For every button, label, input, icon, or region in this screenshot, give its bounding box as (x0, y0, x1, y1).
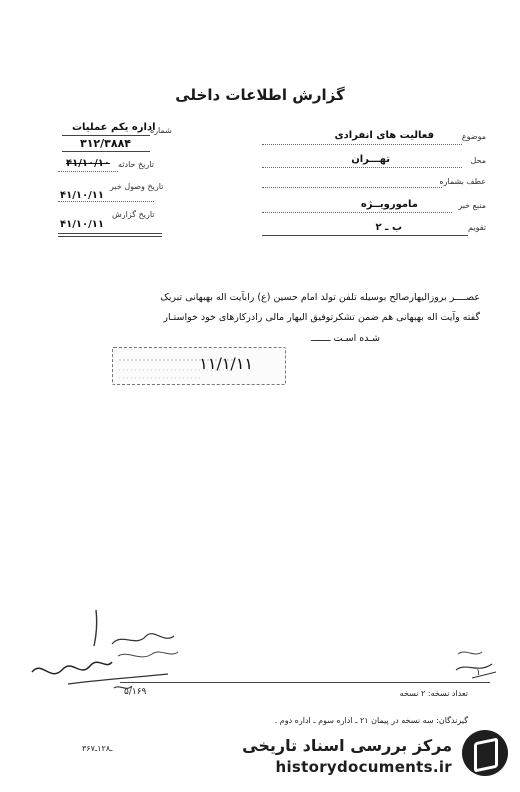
receipt-date-line (58, 201, 154, 202)
signature-number: ۵/۱۶۹ (124, 687, 147, 697)
report-date-double-line (58, 236, 162, 237)
bottom-right-mark: ۱ (476, 668, 481, 678)
evaluation-label: تقویم (468, 223, 486, 232)
archive-logo-url: historydocuments.ir (275, 758, 452, 776)
handwritten-mark-right (452, 644, 502, 684)
office-name: اداره یکم عملیات (72, 122, 156, 133)
receipt-date-value: ۴۱/۱۰/۱۱ (60, 190, 104, 201)
reference-underline (62, 151, 150, 152)
recipients-line: گیرندگان: سه نسخه در پیمان ۲۱ ـ اداره سوم ـ اداره دوم . (274, 716, 468, 725)
receipt-date-label: تاریخ وصول خبر (110, 182, 164, 191)
report-title: گزارش اطلاعات داخلی (175, 86, 345, 104)
body-line-3: شـده اسـت ـــــــ (311, 333, 380, 344)
footer-divider (120, 682, 490, 683)
place-value: تهـــران (351, 154, 390, 165)
evaluation-line (262, 235, 468, 236)
reference-number: ۳۱۲/۳۸۸۴ (80, 137, 132, 150)
source-line (262, 212, 452, 213)
incident-date-line (58, 171, 118, 172)
subject-label: موضوع (461, 132, 486, 141)
reference-to-label: عطف بشماره (439, 177, 486, 186)
reference-to-line (262, 187, 442, 188)
incident-date-value: ۴۱/۱۰/۱۰ (66, 158, 110, 169)
report-date-value: ۴۱/۱۰/۱۱ (60, 219, 104, 230)
body-line-2: گفته وآیت اله بهبهانی هم ضمن تشکرتوفیق الیهار مالی رادرکارهای خود خواستـار (163, 312, 480, 323)
archive-logo-title: مرکز بررسی اسناد تاریخی (242, 736, 452, 755)
number-label: شماره (150, 126, 172, 135)
report-date-label: تاریخ گزارش (112, 210, 155, 219)
copies-line: تعداد نسخه: ۲ نسخه (399, 689, 468, 698)
date-stamp (112, 347, 286, 385)
subject-line (262, 144, 462, 145)
archive-watermark (228, 728, 514, 784)
place-label: محل (470, 156, 486, 165)
body-line-1: عصــــر بروزالیهارصالح بوسیله تلفن تولد امام حسین (ع) رابآیت اله بهبهانی تبریک (160, 292, 480, 303)
evaluation-value: ب ـ ۲ (375, 222, 402, 233)
footer-code: ۳۶ـ۱۲۸ـ۷ (82, 744, 113, 753)
source-label: منبع خبر (458, 201, 486, 210)
place-line (262, 167, 462, 168)
report-date-line (58, 233, 162, 234)
incident-date-label: تاریخ حادثه (118, 160, 154, 169)
number-underline (62, 135, 150, 136)
handwritten-signature (28, 600, 198, 700)
source-value: مامورویــژه (360, 199, 418, 210)
subject-value: فعالیت های انفرادی (334, 130, 434, 141)
archive-logo-icon (462, 730, 508, 776)
stamp-date-value: ۱۱/۱/۱۱ (199, 354, 253, 373)
